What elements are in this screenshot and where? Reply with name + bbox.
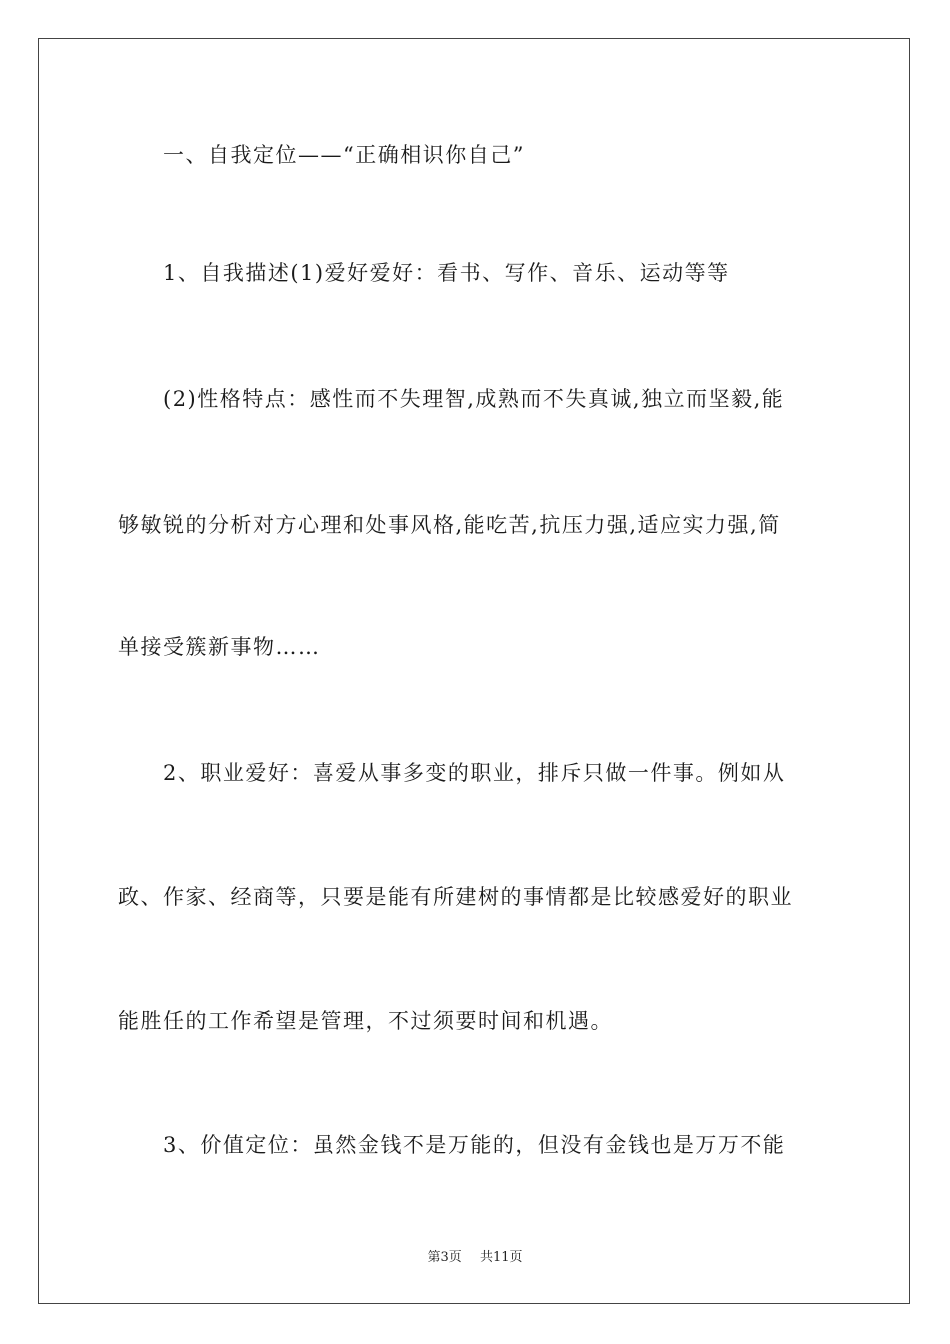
paragraph-line: 3、价值定位：虽然金钱不是万能的，但没有金钱也是万万不能 [163,1133,786,1157]
paragraph-line: 单接受簇新事物…… [118,635,321,659]
paragraph-line: (2)性格特点：感性而不失理智,成熟而不失真诚,独立而坚毅,能 [163,387,785,411]
paragraph-line: 够敏锐的分析对方心理和处事风格,能吃苦,抗压力强,适应实力强,简 [118,513,781,537]
section-heading: 一、自我定位——“正确相识你自己” [163,143,525,167]
paragraph-line: 政、作家、经商等，只要是能有所建树的事情都是比较感爱好的职业 [118,885,793,909]
page-total: 共11页 [479,1250,523,1265]
page-border [38,38,910,1304]
page-number: 第3页 [427,1250,462,1265]
paragraph-line: 能胜任的工作希望是管理，不过须要时间和机遇。 [118,1009,613,1033]
paragraph-line: 1、自我描述(1)爱好爱好：看书、写作、音乐、运动等等 [163,261,730,285]
paragraph-line: 2、职业爱好：喜爱从事多变的职业，排斥只做一件事。例如从 [163,761,786,785]
page-footer [0,1246,950,1265]
